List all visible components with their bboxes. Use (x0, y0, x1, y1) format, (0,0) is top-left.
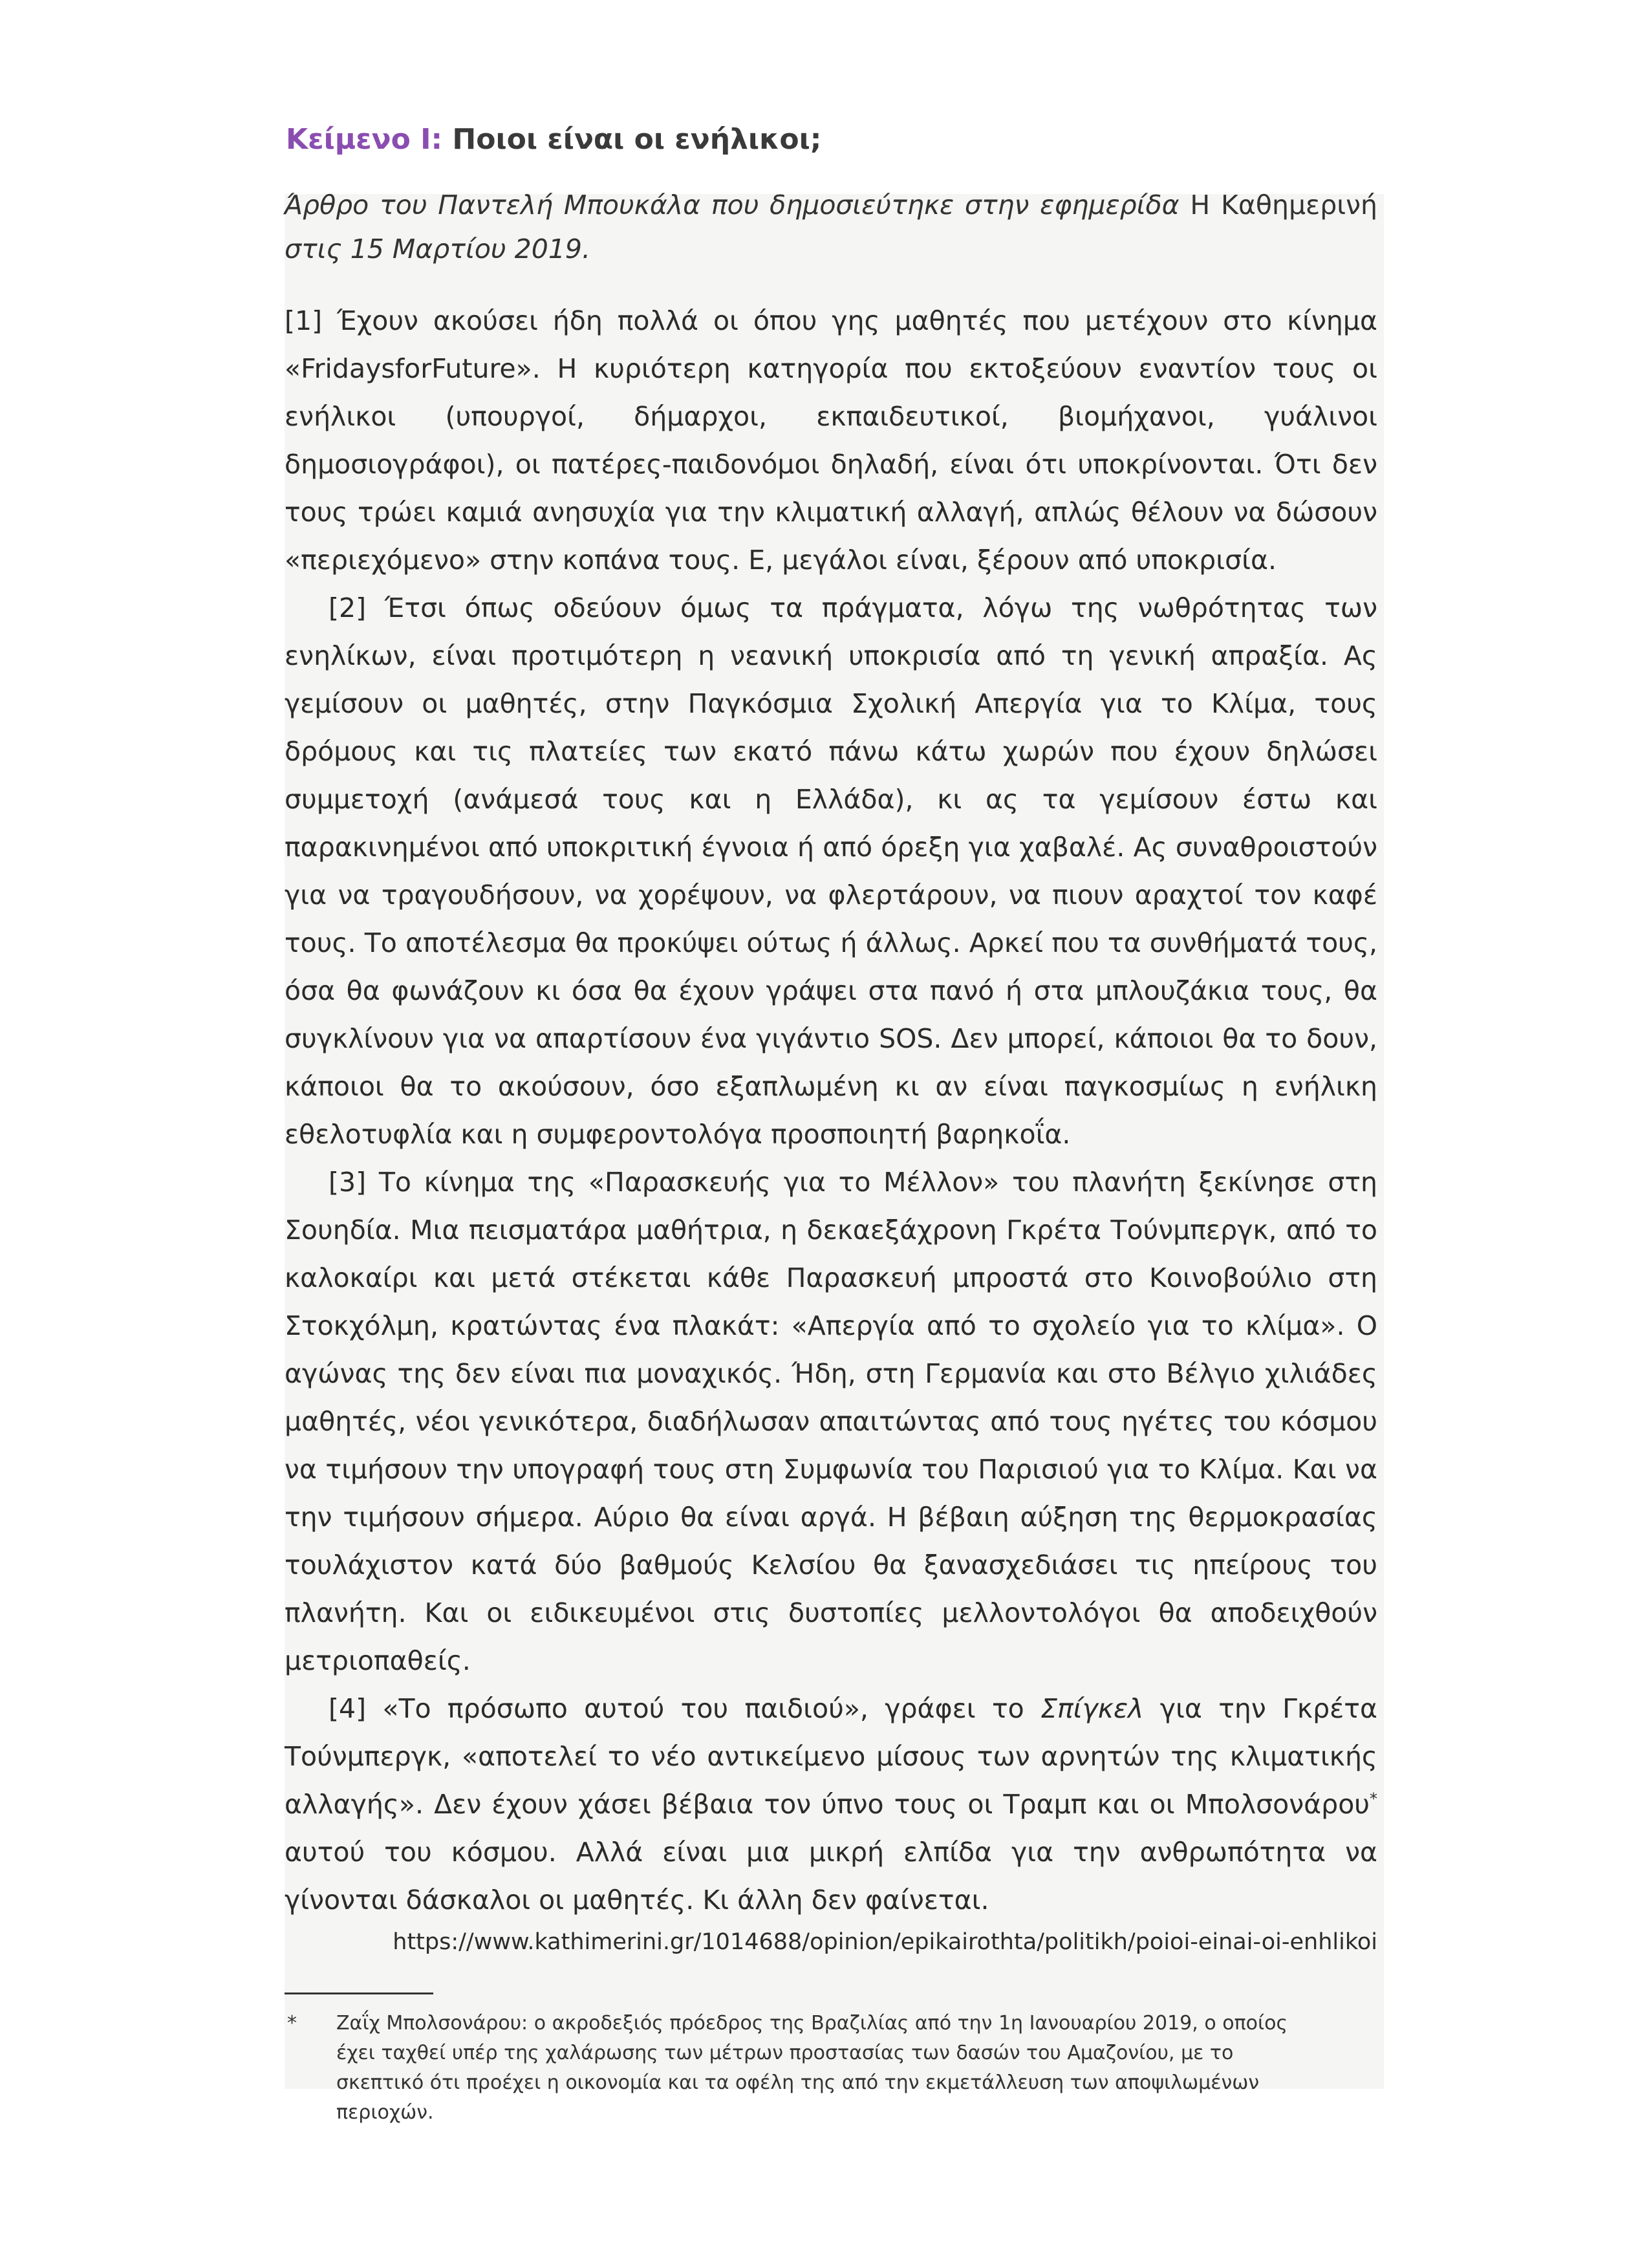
newspaper-name: Η Καθημερινή (1190, 189, 1377, 221)
paragraph-1: [1] Έχουν ακούσει ήδη πολλά οι όπου γης μαθητές που μετέχουν στο κίνημα «FridaysforFuture». Η κυριότερη κατηγορία που εκτοξεύουν εναντίον τους οι ενήλικοι (υπουργοί, δήμαρχοι, εκπαιδευτικοί, βιομήχανοι, γυάλινοι δημοσιογράφοι), οι πατέρες-παιδονόμοι δηλαδή, είναι ότι υποκρίνονται. Ότι δεν τους τρώει καμιά ανησυχία για την κλιματική αλλαγή, απλώς θέλουν να δώσουν «περιεχόμενο» στην κοπάνα τους. Ε, μεγάλοι είναι, ξέρουν από υποκρισία. (285, 305, 1377, 576)
heading-title: Ποιοι είναι οι ενήλικοι; (452, 123, 822, 156)
heading-label: Κείμενο Ι: (286, 123, 443, 156)
paragraph-4-part-1: [4] «Το πρόσωπο αυτού του παιδιού», γράφει το (329, 1693, 1024, 1724)
source-url: https://www.kathimerini.gr/1014688/opinion/epikairothta/politikh/poioi-einai-oi-enhlikoi (393, 1929, 1377, 1955)
paragraph-4-part-2: για την Γκρέτα Τούνμπεργκ, «αποτελεί το νέο αντικείμενο μίσους των αρνητών της κλιματικής αλλαγής». Δεν έχουν χάσει βέβαια τον ύπνο τους οι Τραμπ και οι Μπολσονάρου (285, 1693, 1377, 1820)
paragraph-4-part-3: αυτού του κόσμου. Αλλά είναι μια μικρή ελπίδα για την ανθρωπότητα να γίνονται δάσκαλοι οι μαθητές. Κι άλλη δεν φαίνεται. (285, 1837, 1377, 1916)
footnote (285, 2009, 1377, 2128)
subtitle-date: στις 15 Μαρτίου 2019. (285, 233, 591, 265)
paragraph-2: [2] Έτσι όπως οδεύουν όμως τα πράγματα, λόγω της νωθρότητας των ενηλίκων, είναι προτιμότερη η νεανική υποκρισία από τη γενική απραξία. Ας γεμίσουν οι μαθητές, στην Παγκόσμια Σχολική Απεργία για το Κλίμα, τους δρόμους και τις πλατείες των εκατό πάνω κάτω χωρών που έχουν δηλώσει συμμετοχή (ανάμεσά τους και η Ελλάδα), κι ας τα γεμίσουν έστω και παρακινημένοι από υποκριτική έγνοια ή από όρεξη για χαβαλέ. Ας συναθροιστούν για να τραγουδήσουν, να χορέψουν, να φλερτάρουν, να πιουν αραχτοί τον καφέ τους. Το αποτέλεσμα θα προκύψει ούτως ή άλλως. Αρκεί που τα συνθήματά τους, όσα θα φωνάζουν κι όσα θα έχουν γράψει στα πανό ή στα μπλουζάκια τους, θα συγκλίνουν για να απαρτίσουν ένα γιγάντιο SOS. Δεν μπορεί, κάποιοι θα το δουν, κάποιοι θα το ακούσουν, όσο εξαπλωμένη κι αν είναι παγκοσμίως η ενήλικη εθελοτυφλία και η συμφεροντολόγα προσποιητή βαρηκοΐα. (285, 592, 1377, 1150)
footnote-divider (285, 1993, 433, 1994)
subtitle-text: Άρθρο του Παντελή Μπουκάλα που δημοσιεύτηκε στην εφημερίδα (285, 189, 1180, 221)
paragraph-3: [3] Το κίνημα της «Παρασκευής για το Μέλλον» του πλανήτη ξεκίνησε στη Σουηδία. Μια πεισματάρα μαθήτρια, η δεκαεξάχρονη Γκρέτα Τούνμπεργκ, από το καλοκαίρι και μετά στέκεται κάθε Παρασκευή μπροστά στο Κοινοβούλιο στη Στοκχόλμη, κρατώντας ένα πλακάτ: «Απεργία από το σχολείο για το κλίμα». Ο αγώνας της δεν είναι πια μοναχικός. Ήδη, στη Γερμανία και στο Βέλγιο χιλιάδες μαθητές, νέοι γενικότερα, διαδήλωσαν απαιτώντας από τους ηγέτες του κόσμου να τιμήσουν την υπογραφή τους στη Συμφωνία του Παρισιού για το Κλίμα. Και να την τιμήσουν σήμερα. Αύριο θα είναι αργά. Η βέβαιη αύξηση της θερμοκρασίας τουλάχιστον κατά δύο βαθμούς Κελσίου θα ξανασχεδιάσει τις ηπείρους του πλανήτη. Και οι ειδικευμένοι στις δυστοπίες μελλοντολόγοι θα αποδειχθούν μετριοπαθείς. (285, 1167, 1377, 1676)
footnote-text: Ζαΐχ Μπολσονάρου: ο ακροδεξιός πρόεδρος της Βραζιλίας από την 1η Ιανουαρίου 2019, ο οποίος έχει ταχθεί υπέρ της χαλάρωσης των μέτρων προστασίας των δασών του Αμαζονίου, με το σκεπτικό ότι προέχει η οικονομία και τα οφέλη της από την εκμετάλλευση των αποψιλωμένων περιοχών. (336, 2012, 1288, 2124)
footnote-reference: * (1370, 1789, 1377, 1808)
footnote-mark: * (287, 2012, 297, 2035)
document-body (285, 123, 1377, 2128)
article-source-line (285, 183, 1377, 271)
text-heading (286, 123, 1377, 156)
paragraph-4 (285, 1685, 1377, 1924)
magazine-name: Σπίγκελ (1040, 1693, 1144, 1724)
